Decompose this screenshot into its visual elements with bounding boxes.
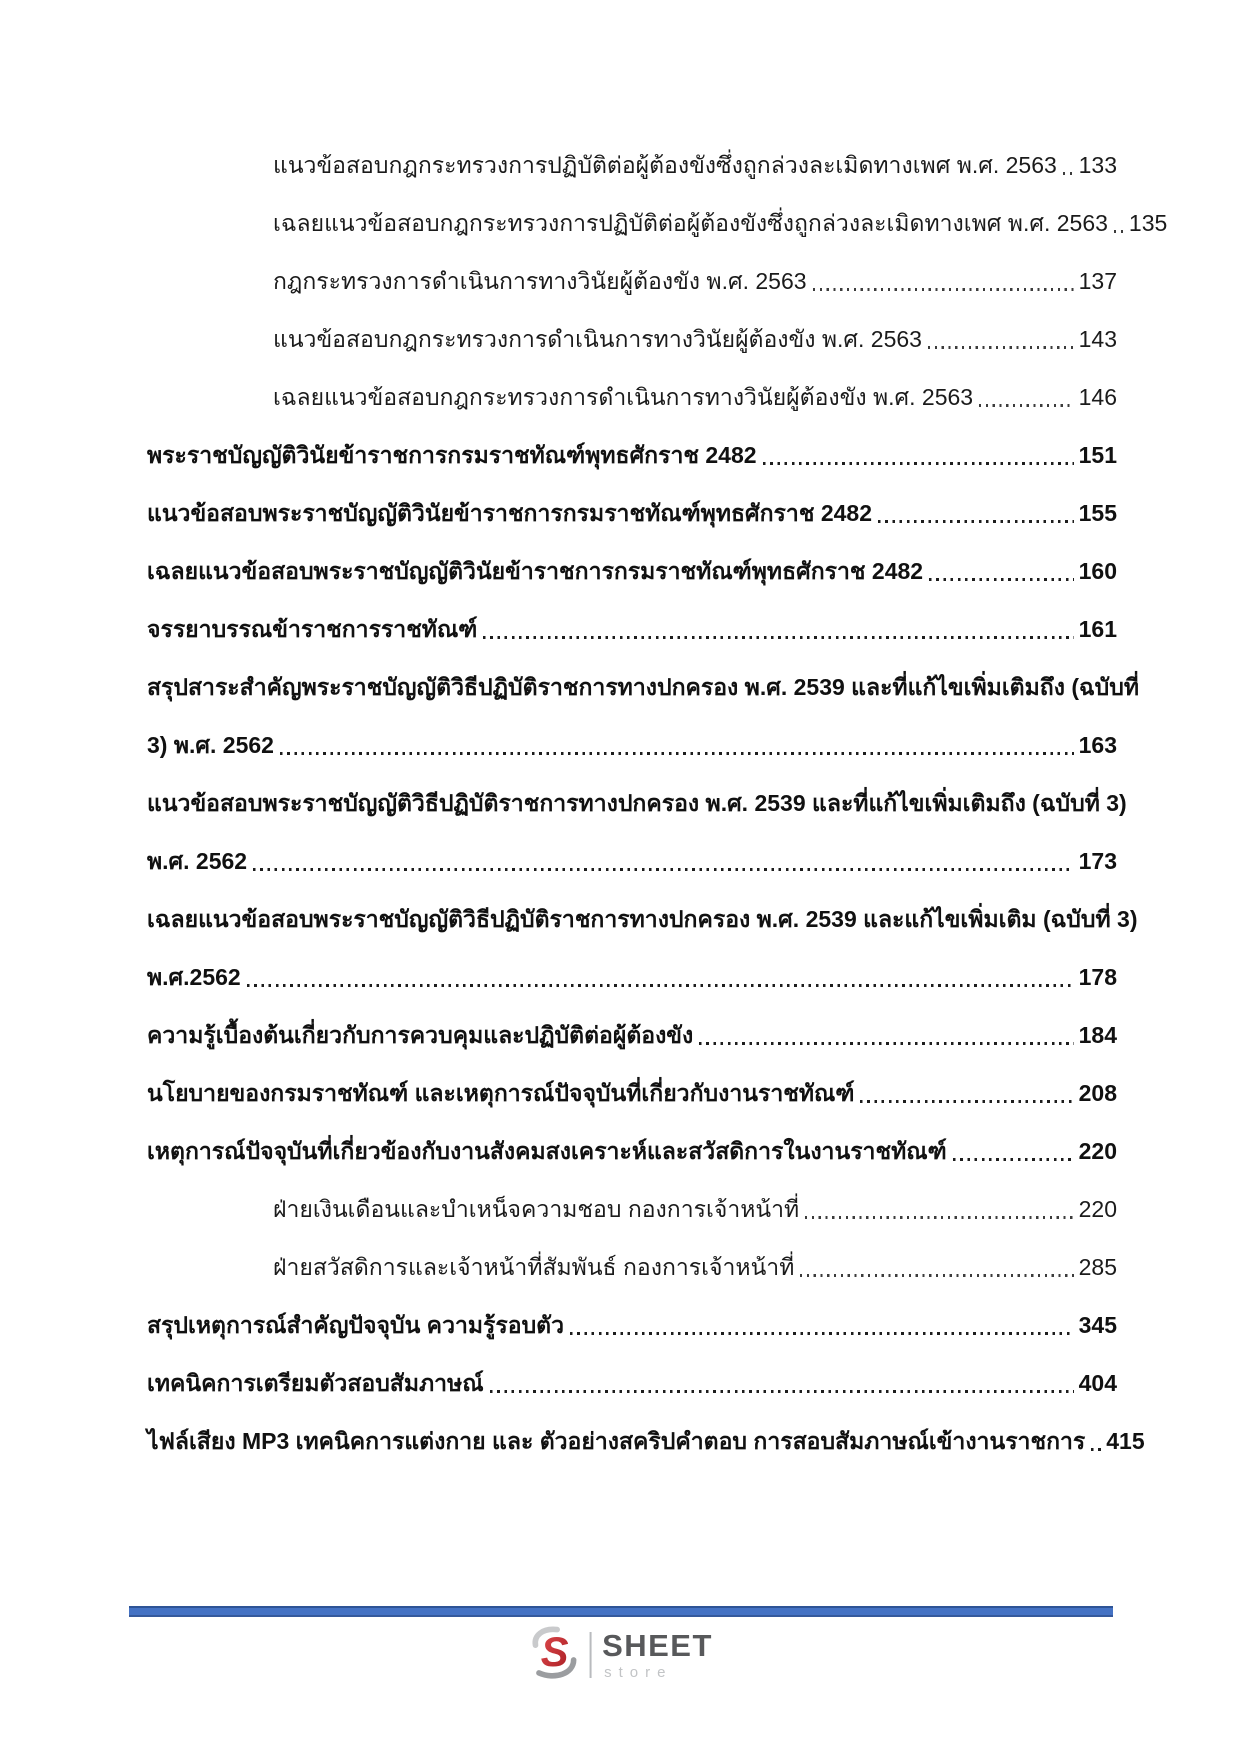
toc-entry-title: ฝ่ายเงินเดือนและบำเหน็จความชอบ กองการเจ้าหน้าที่ bbox=[273, 1196, 800, 1222]
toc-entry bbox=[147, 1180, 1117, 1238]
table-of-contents bbox=[147, 136, 1168, 1470]
footer-rule bbox=[129, 1606, 1113, 1617]
toc-entry bbox=[147, 136, 1117, 194]
toc-entry-title: เฉลยแนวข้อสอบกฎกระทรวงการดำเนินการทางวินัยผู้ต้องขัง พ.ศ. 2563 bbox=[273, 384, 974, 410]
toc-entry bbox=[147, 832, 1117, 890]
dot-leader bbox=[253, 868, 1074, 871]
page-number: 135 bbox=[1128, 210, 1168, 236]
page-number: 184 bbox=[1078, 1022, 1117, 1048]
toc-entry bbox=[147, 716, 1117, 774]
toc-entry-title: พ.ศ. 2562 bbox=[147, 848, 248, 874]
toc-entry bbox=[147, 426, 1117, 484]
dot-leader bbox=[813, 288, 1074, 291]
page-number: 173 bbox=[1078, 848, 1117, 874]
toc-entry bbox=[147, 1006, 1117, 1064]
toc-entry bbox=[147, 1354, 1117, 1412]
dot-leader bbox=[570, 1332, 1074, 1335]
toc-entry-title: พ.ศ.2562 bbox=[147, 964, 241, 990]
page-number: 151 bbox=[1078, 442, 1117, 468]
dot-leader bbox=[763, 462, 1074, 465]
toc-entry-title: เหตุการณ์ปัจจุบันที่เกี่ยวข้องกับงานสังคมสงเคราะห์และสวัสดิการในงานราชทัณฑ์ bbox=[147, 1138, 947, 1164]
logo-divider bbox=[589, 1632, 591, 1678]
toc-entry bbox=[147, 1064, 1117, 1122]
toc-entry-title: เฉลยแนวข้อสอบพระราชบัญญัติวิธีปฏิบัติราชการทางปกครอง พ.ศ. 2539 และแก้ไขเพิ่มเติม (ฉบับที่ 3) bbox=[147, 906, 1138, 932]
dot-leader bbox=[878, 520, 1074, 523]
page-number: 146 bbox=[1078, 384, 1117, 410]
toc-entry bbox=[147, 1296, 1117, 1354]
page-number: 155 bbox=[1078, 500, 1117, 526]
dot-leader bbox=[1114, 230, 1124, 233]
toc-entry bbox=[147, 948, 1117, 1006]
dot-leader bbox=[1063, 172, 1074, 175]
svg-text:S: S bbox=[540, 1627, 568, 1675]
toc-entry bbox=[147, 600, 1117, 658]
toc-entry bbox=[147, 1122, 1117, 1180]
toc-entry bbox=[147, 1238, 1117, 1296]
logo-brand-text: SHEET bbox=[602, 1628, 713, 1663]
dot-leader bbox=[928, 346, 1074, 349]
toc-entry bbox=[147, 658, 1140, 716]
dot-leader bbox=[247, 984, 1074, 987]
toc-entry-title: นโยบายของกรมราชทัณฑ์ และเหตุการณ์ปัจจุบันที่เกี่ยวกับงานราชทัณฑ์ bbox=[147, 1080, 855, 1106]
toc-entry bbox=[147, 1412, 1145, 1470]
page-number: 163 bbox=[1078, 732, 1117, 758]
toc-entry bbox=[147, 774, 1127, 832]
toc-entry-title: เฉลยแนวข้อสอบกฎกระทรวงการปฏิบัติต่อผู้ต้องขังซึ่งถูกล่วงละเมิดทางเพศ พ.ศ. 2563 bbox=[273, 210, 1108, 236]
page-number: 161 bbox=[1078, 616, 1117, 642]
toc-entry-title: แนวข้อสอบพระราชบัญญัติวินัยข้าราชการกรมราชทัณฑ์พุทธศักราช 2482 bbox=[147, 500, 872, 526]
page-number: 137 bbox=[1078, 268, 1117, 294]
page-number: 415 bbox=[1106, 1428, 1145, 1454]
toc-entry-title: สรุปเหตุการณ์สำคัญปัจจุบัน ความรู้รอบตัว bbox=[147, 1312, 565, 1338]
toc-entry-title: แนวข้อสอบกฎกระทรวงการปฏิบัติต่อผู้ต้องขังซึ่งถูกล่วงละเมิดทางเพศ พ.ศ. 2563 bbox=[273, 152, 1057, 178]
page-number: 220 bbox=[1078, 1196, 1117, 1222]
sheet-store-logo bbox=[528, 1626, 713, 1684]
dot-leader bbox=[490, 1390, 1074, 1393]
toc-entry-title: 3) พ.ศ. 2562 bbox=[147, 732, 274, 758]
dot-leader bbox=[929, 578, 1074, 581]
toc-entry-title: จรรยาบรรณข้าราชการราชทัณฑ์ bbox=[147, 616, 478, 642]
toc-entry-title: กฎกระทรวงการดำเนินการทางวินัยผู้ต้องขัง พ.ศ. 2563 bbox=[273, 268, 807, 294]
toc-entry-title: สรุปสาระสำคัญพระราชบัญญัติวิธีปฏิบัติราชการทางปกครอง พ.ศ. 2539 และที่แก้ไขเพิ่มเติมถึง (ฉบับที่ bbox=[147, 674, 1140, 700]
page-number: 285 bbox=[1078, 1254, 1117, 1280]
toc-entry bbox=[147, 542, 1117, 600]
dot-leader bbox=[800, 1274, 1073, 1277]
page-number: 143 bbox=[1078, 326, 1117, 352]
toc-entry bbox=[147, 890, 1138, 948]
sheet-store-s-swoosh-icon bbox=[528, 1625, 580, 1686]
toc-entry bbox=[147, 252, 1117, 310]
toc-entry bbox=[147, 484, 1117, 542]
page-number: 220 bbox=[1078, 1138, 1117, 1164]
toc-entry-title: แนวข้อสอบพระราชบัญญัติวิธีปฏิบัติราชการทางปกครอง พ.ศ. 2539 และที่แก้ไขเพิ่มเติมถึง (ฉบับที่ 3) bbox=[147, 790, 1127, 816]
toc-entry-title: แนวข้อสอบกฎกระทรวงการดำเนินการทางวินัยผู้ต้องขัง พ.ศ. 2563 bbox=[273, 326, 922, 352]
dot-leader bbox=[1091, 1448, 1101, 1451]
toc-entry-title: ความรู้เบื้องต้นเกี่ยวกับการควบคุมและปฏิบัติต่อผู้ต้องขัง bbox=[147, 1022, 694, 1048]
dot-leader bbox=[483, 636, 1073, 639]
page-number: 404 bbox=[1078, 1370, 1117, 1396]
dot-leader bbox=[805, 1216, 1073, 1219]
page-number: 208 bbox=[1078, 1080, 1117, 1106]
toc-entry bbox=[147, 310, 1117, 368]
toc-entry-title: เทคนิคการเตรียมตัวสอบสัมภาษณ์ bbox=[147, 1370, 484, 1396]
page-number: 345 bbox=[1078, 1312, 1117, 1338]
dot-leader bbox=[699, 1042, 1073, 1045]
dot-leader bbox=[979, 404, 1074, 407]
page-number: 178 bbox=[1078, 964, 1117, 990]
toc-entry-title: พระราชบัญญัติวินัยข้าราชการกรมราชทัณฑ์พุทธศักราช 2482 bbox=[147, 442, 757, 468]
dot-leader bbox=[860, 1100, 1073, 1103]
page-number: 160 bbox=[1078, 558, 1117, 584]
dot-leader bbox=[280, 752, 1074, 755]
toc-entry bbox=[147, 194, 1168, 252]
toc-entry-title: เฉลยแนวข้อสอบพระราชบัญญัติวินัยข้าราชการกรมราชทัณฑ์พุทธศักราช 2482 bbox=[147, 558, 924, 584]
toc-entry-title: ฝ่ายสวัสดิการและเจ้าหน้าที่สัมพันธ์ กองการเจ้าหน้าที่ bbox=[273, 1254, 795, 1280]
logo-subtitle-text: store bbox=[604, 1664, 673, 1681]
dot-leader bbox=[953, 1158, 1074, 1161]
toc-entry bbox=[147, 368, 1117, 426]
page-number: 133 bbox=[1078, 152, 1117, 178]
toc-entry-title: ไฟล์เสียง MP3 เทคนิคการแต่งกาย และ ตัวอย่างสคริปคำตอบ การสอบสัมภาษณ์เข้างานราชการ bbox=[147, 1428, 1086, 1454]
